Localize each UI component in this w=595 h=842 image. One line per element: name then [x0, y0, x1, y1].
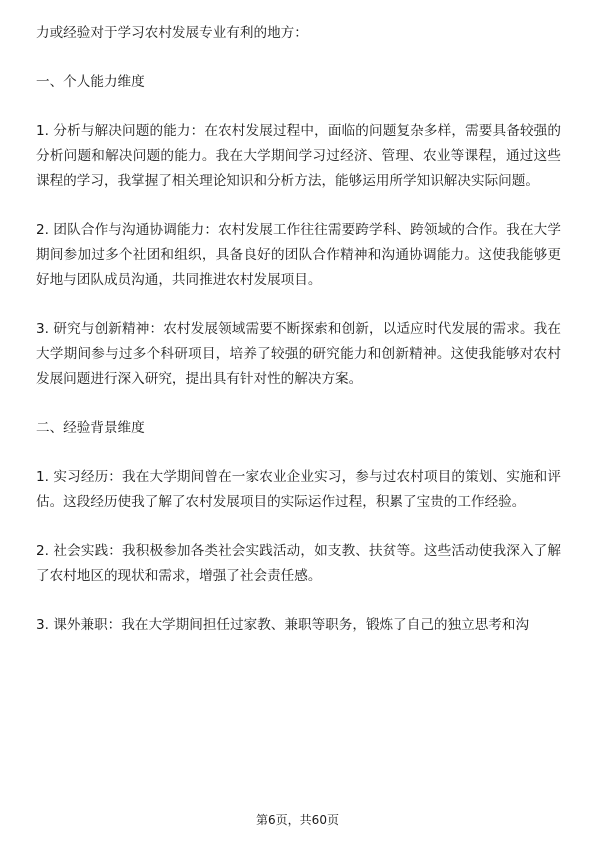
- page-number-footer: 第6页，共60页: [256, 813, 339, 827]
- page-content: [36, 21, 561, 662]
- section-heading-experience: 二、经验背景维度: [36, 420, 145, 436]
- paragraph-internship: 1. 实习经历：我在大学期间曾在一家农业企业实习，参与过农村项目的策划、实施和评估。这段经历使我了解了农村发展项目的实际运作过程，积累了宝贵的工作经验。: [36, 469, 561, 510]
- paragraph-part-time-job: 3. 课外兼职：我在大学期间担任过家教、兼职等职务，锻炼了自己的独立思考和沟: [36, 617, 530, 633]
- paragraph-teamwork-ability: 2. 团队合作与沟通协调能力：农村发展工作往往需要跨学科、跨领域的合作。我在大学期间参加过多个社团和组织，具备良好的团队合作精神和沟通协调能力。这使我能够更好地与团队成员沟通，共同推进农村发展项目。: [36, 222, 561, 288]
- intro-line: 力或经验对于学习农村发展专业有利的地方：: [36, 25, 308, 41]
- paragraph-research-innovation: 3. 研究与创新精神：农村发展领域需要不断探索和创新，以适应时代发展的需求。我在大学期间参与过多个科研项目，培养了较强的研究能力和创新精神。这使我能够对农村发展问题进行深入研究，提出具有针对性的解决方案。: [36, 321, 561, 387]
- paragraph-social-practice: 2. 社会实践：我积极参加各类社会实践活动，如支教、扶贫等。这些活动使我深入了解了农村地区的现状和需求，增强了社会责任感。: [36, 543, 561, 584]
- section-heading-personal-ability: 一、个人能力维度: [36, 74, 145, 90]
- paragraph-analysis-ability: 1. 分析与解决问题的能力：在农村发展过程中，面临的问题复杂多样，需要具备较强的分析问题和解决问题的能力。我在大学期间学习过经济、管理、农业等课程，通过这些课程的学习，我掌握了相关理论知识和分析方法，能够运用所学知识解决实际问题。: [36, 123, 561, 189]
